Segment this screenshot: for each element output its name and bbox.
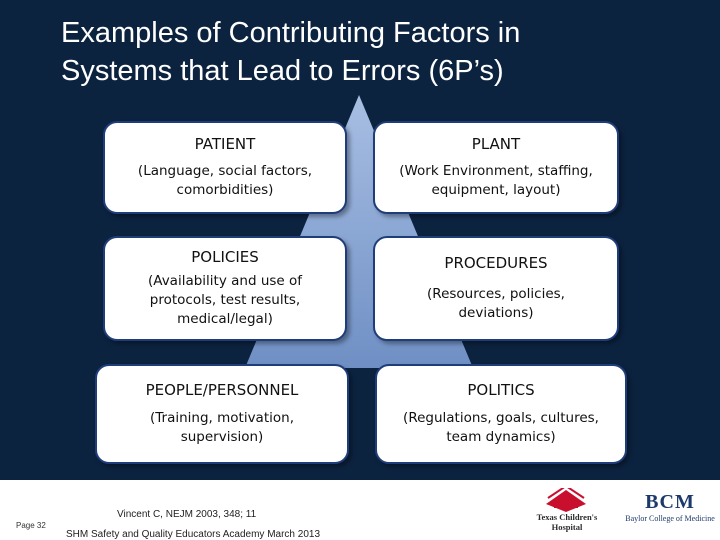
- factor-detail: (Language, social factors, comorbidities): [137, 162, 313, 198]
- bcm-name: Baylor College of Medicine: [625, 514, 715, 523]
- event-name: SHM Safety and Quality Educators Academy March 2013: [66, 529, 321, 540]
- bcm-mark: BCM: [645, 491, 695, 513]
- tch-line-2: Hospital: [551, 522, 583, 532]
- factor-heading: PEOPLE/PERSONNEL: [145, 380, 299, 399]
- factor-detail: (Training, motivation, supervision): [150, 410, 294, 446]
- factor-detail: (Regulations, goals, cultures, team dynamics): [403, 410, 599, 446]
- factor-box-procedures: [373, 236, 619, 341]
- factor-heading: PLANT: [471, 135, 521, 154]
- texas-childrens-logo-text: [534, 512, 600, 532]
- factor-box-politics: [375, 364, 627, 464]
- factor-box-people-personnel: [95, 364, 349, 464]
- slide-title-line-1: Examples of Contributing Factors in: [61, 17, 521, 49]
- factor-heading: PROCEDURES: [444, 254, 548, 273]
- factor-heading: PATIENT: [194, 135, 256, 154]
- factor-heading: POLITICS: [467, 380, 535, 399]
- factor-detail: (Resources, policies, deviations): [427, 285, 565, 321]
- bcm-logo: [624, 492, 716, 523]
- factor-box-patient: [103, 121, 347, 214]
- factor-detail: (Work Environment, staffing, equipment, layout): [399, 162, 593, 198]
- factor-box-plant: [373, 121, 619, 214]
- citation: Vincent C, NEJM 2003, 348; 11: [117, 509, 257, 520]
- slide-title-line-2: Systems that Lead to Errors (6P’s): [61, 55, 504, 87]
- page-number: Page 32: [16, 521, 46, 530]
- factor-box-policies: [103, 236, 347, 341]
- factor-detail: (Availability and use of protocols, test results, medical/legal): [147, 273, 303, 327]
- tch-line-1: Texas Children's: [536, 512, 598, 522]
- factor-heading: POLICIES: [191, 248, 259, 266]
